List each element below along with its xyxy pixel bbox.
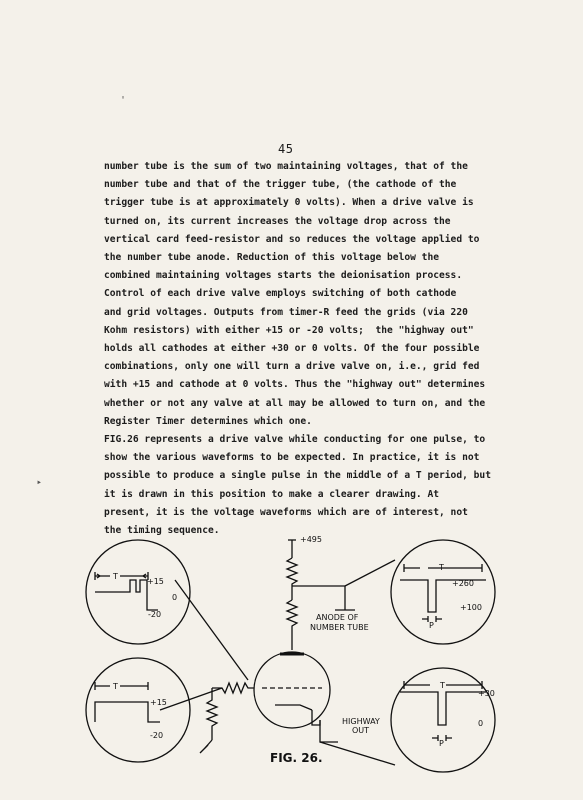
text-line: turned on, its current increases the voltage drop across the (104, 215, 451, 227)
wave-br-low: 0 (478, 719, 484, 728)
wave-tl-zero: 0 (172, 593, 178, 602)
wave-tl-high: +15 (147, 577, 164, 586)
wave-tr-pulse: P (429, 621, 434, 630)
waveform-grid-top-left (86, 540, 190, 644)
wave-br-period: T (440, 681, 445, 690)
text-line: Kohm resistors) with either +15 or -20 volts; the "highway out" (104, 324, 474, 336)
highway-label-line1: HIGHWAY (342, 717, 380, 726)
text-line: the timing sequence. (104, 525, 220, 537)
wave-tr-low: +100 (460, 603, 482, 612)
wave-bl-low: -20 (150, 731, 164, 740)
fig-26-diagram (0, 530, 583, 800)
text-line: holds all cathodes at either +30 or 0 volts. Of the four possible (104, 343, 480, 355)
wave-bl-period: T (113, 682, 118, 691)
drive-valve (254, 652, 330, 728)
waveform-grid-bottom-left (86, 658, 190, 762)
text-line: and grid voltages. Outputs from timer-R feed the grids (via 220 (104, 306, 468, 318)
margin-speck: ' (120, 95, 127, 106)
waveform-anode-top-right (391, 540, 495, 644)
text-line: Register Timer determines which one. (104, 415, 312, 427)
margin-arrow-mark: ‣ (36, 478, 43, 489)
wave-tr-period: T (439, 563, 444, 572)
wave-bl-high: +15 (150, 698, 167, 707)
highway-label-line2: OUT (352, 726, 370, 735)
body-text (104, 158, 544, 540)
figure-caption: FIG. 26. (270, 751, 323, 765)
text-line: Control of each drive valve employs switching of both cathode (104, 288, 457, 300)
anode-label-line1: ANODE OF (316, 613, 359, 622)
text-line: whether or not any valve at all may be allowed to turn on, and the (104, 397, 486, 409)
anode-circuit (287, 540, 395, 650)
text-line: the number tube anode. Reduction of this voltage below the (104, 252, 440, 264)
text-line: with +15 and cathode at 0 volts. Thus the "highway out" determines (104, 379, 486, 391)
text-line: number tube and that of the trigger tube, (the cathode of the (104, 179, 457, 191)
text-line: number tube is the sum of two maintaining voltages, that of the (104, 161, 468, 172)
text-line: combined maintaining voltages starts the deionisation process. (104, 270, 463, 282)
wave-tl-period: T (113, 572, 118, 581)
text-line: vertical card feed-resistor and so reduces the voltage applied to (104, 233, 480, 245)
wave-tr-high: +260 (452, 579, 474, 588)
text-line: combinations, only one will turn a drive valve on, i.e., grid fed (104, 361, 480, 373)
grid-circuit (160, 580, 254, 753)
anode-label-line2: NUMBER TUBE (310, 623, 369, 632)
supply-label: +495 (300, 535, 322, 544)
wave-br-high: +30 (478, 689, 495, 698)
text-line: possible to produce a single pulse in the middle of a T period, but (104, 470, 491, 482)
wave-br-pulse: P (439, 739, 444, 748)
text-line: trigger tube is at approximately 0 volts). When a drive valve is (104, 197, 474, 209)
text-line: present, it is the voltage waveforms which are of interest, not (104, 506, 468, 518)
text-line: it is drawn in this position to make a clearer drawing. At (104, 488, 440, 500)
wave-tl-low: -20 (148, 610, 162, 619)
text-line: FIG.26 represents a drive valve while conducting for one pulse, to (104, 434, 486, 446)
text-line: show the various waveforms to be expected. In practice, it is not (104, 452, 480, 464)
page-number: 45 (278, 142, 294, 156)
